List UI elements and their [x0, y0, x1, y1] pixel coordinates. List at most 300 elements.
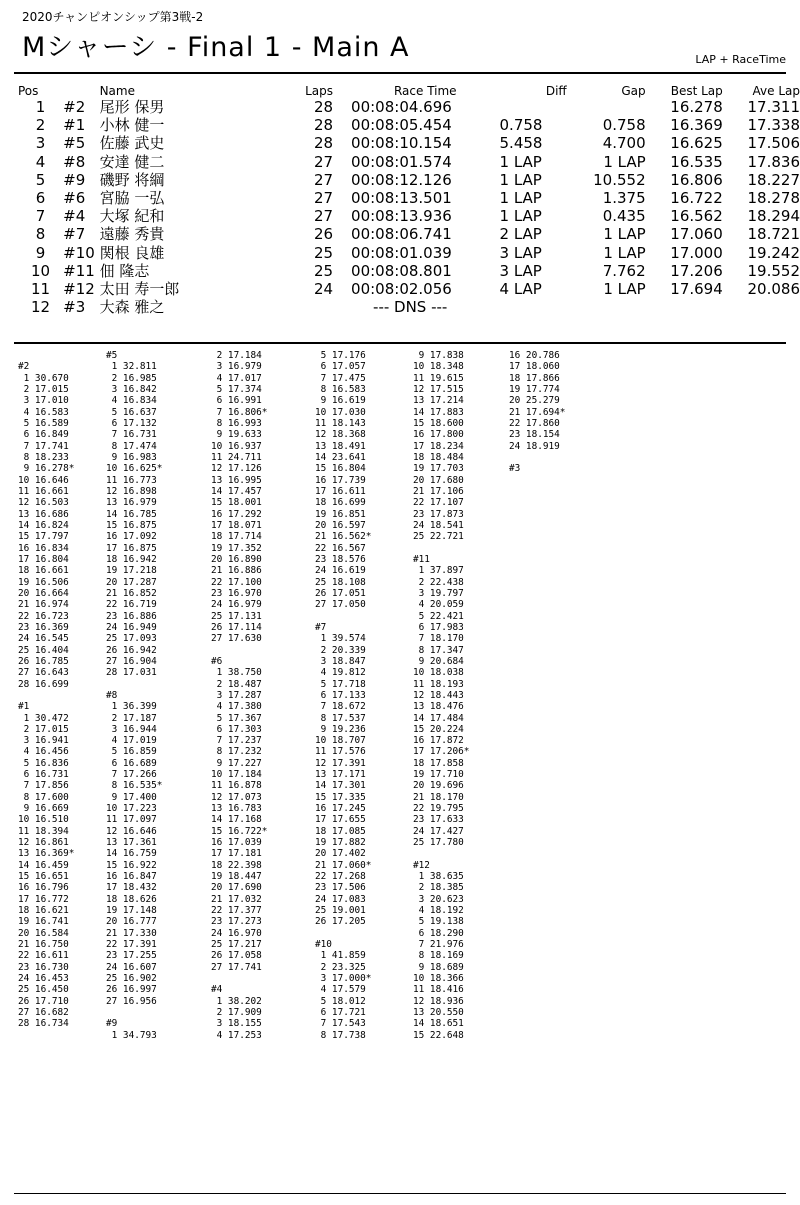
cell-driver-name: 遠藤 秀貴: [99, 225, 165, 244]
cell-laps: 26: [313, 225, 334, 244]
cell-gap: 4.700: [602, 134, 646, 153]
result-row: [18, 116, 800, 134]
cell-car-number: #7: [63, 225, 86, 244]
results-table: [18, 84, 800, 316]
lap-time-entry: 8 17.738: [315, 1029, 366, 1041]
cell-race-time: 00:08:02.056: [351, 279, 452, 298]
lap-time-entry: 1 41.859: [315, 950, 366, 962]
lap-time-entry: 6 17.303: [211, 723, 262, 735]
lap-time-entry: 11 16.878: [211, 780, 262, 792]
header-pos: Pos: [18, 84, 39, 98]
lap-time-entry: 19 16.741: [18, 916, 69, 928]
lap-time-entry: 15 16.804: [315, 463, 366, 475]
lap-car-label: #12: [413, 859, 430, 871]
header-no: [63, 84, 99, 98]
cell-pos: 2: [35, 116, 46, 135]
lap-time-entry: 7 21.976: [413, 939, 464, 951]
lap-time-entry: 6 16.689: [106, 757, 157, 769]
lap-time-entry: 22 17.391: [106, 939, 157, 951]
cell-gap: [567, 98, 646, 116]
lap-time-entry: 12 17.073: [211, 791, 262, 803]
cell-ave-lap: 18.721: [747, 225, 800, 244]
cell-laps: 25: [313, 243, 334, 262]
cell-driver-name: 安達 健二: [99, 152, 165, 171]
lap-time-entry: 13 17.361: [106, 837, 157, 849]
lap-time-entry: 9 17.400: [106, 791, 157, 803]
lap-time-entry: 11 18.416: [413, 984, 464, 996]
cell-ave-lap: 20.086: [747, 279, 800, 298]
lap-time-entry: 9 19.633: [211, 429, 262, 441]
lap-time-entry: 24 16.949: [106, 621, 157, 633]
cell-gap: 1 LAP: [603, 279, 646, 298]
lap-time-entry: 2 18.487: [211, 678, 262, 690]
lap-time-entry: 25 22.721: [413, 531, 464, 543]
lap-car-label: #5: [106, 350, 118, 361]
lap-time-entry: 9 16.983: [106, 451, 157, 463]
race-title: Mシャーシ - Final 1 - Main A: [22, 32, 410, 63]
lap-time-entry: 6 16.849: [18, 429, 69, 441]
middle-divider: [14, 342, 786, 344]
cell-driver-name: 関根 良雄: [99, 243, 165, 262]
lap-time-entry: 27 17.050: [315, 599, 366, 611]
result-row: [18, 171, 800, 189]
cell-car-number: #6: [63, 189, 86, 208]
cell-ave-lap: 19.242: [747, 243, 800, 262]
lap-time-entry: 25 16.902: [106, 973, 157, 985]
lap-time-entry: 20 16.597: [315, 519, 366, 531]
lap-time-entry: 7 18.170: [413, 633, 464, 645]
lap-time-entry: 7 17.266: [106, 769, 157, 781]
lap-time-entry: 1 34.793: [106, 1029, 157, 1041]
lap-time-entry: 14 16.785: [106, 508, 157, 520]
bottom-divider: [14, 1193, 786, 1194]
lap-time-entry: 10 18.348: [413, 361, 464, 373]
lap-time-entry: 2 17.909: [211, 1007, 262, 1019]
cell-best-lap: 16.722: [670, 189, 723, 208]
lap-time-entry: 15 16.922: [106, 859, 157, 871]
lap-time-entry: 20 17.690: [211, 882, 262, 894]
lap-time-entry: 23 17.273: [211, 916, 262, 928]
cell-car-number: #4: [63, 207, 86, 226]
lap-time-entry: 10 16.510: [18, 814, 69, 826]
lap-time-entry: 18 18.626: [106, 893, 157, 905]
cell-race-time: 00:08:13.501: [351, 189, 452, 208]
lap-time-entry: 1 36.399: [106, 701, 157, 713]
lap-column: [211, 350, 267, 1041]
lap-time-entry: 11 19.615: [413, 372, 464, 384]
cell-laps: 27: [313, 189, 334, 208]
lap-time-entry: 3 19.797: [413, 587, 464, 599]
lap-time-entry: 12 16.898: [106, 485, 157, 497]
cell-gap: 0.758: [602, 116, 646, 135]
lap-time-entry: 12 16.646: [106, 825, 157, 837]
lap-time-entry: 24 16.545: [18, 633, 69, 645]
lap-time-entry: 5 22.421: [413, 610, 464, 622]
result-row: [18, 189, 800, 207]
lap-time-entry: 3 20.623: [413, 893, 464, 905]
lap-time-entry: 25 17.217: [211, 939, 262, 951]
lap-time-entry: 11 18.193: [413, 678, 464, 690]
lap-time-entry: 3 17.010: [18, 395, 69, 407]
lap-time-entry: 18 17.714: [211, 531, 262, 543]
lap-time-entry: 3 17.000*: [315, 973, 372, 985]
lap-time-entry: [18, 350, 74, 361]
cell-pos: 10: [31, 261, 51, 280]
lap-time-entry: 13 16.686: [18, 508, 69, 520]
lap-time-entry: 6 18.290: [413, 927, 464, 939]
lap-time-entry: 20 16.777: [106, 916, 157, 928]
lap-time-entry: 21 16.852: [106, 587, 157, 599]
lap-time-entry: 18 16.699: [315, 497, 366, 509]
cell-laps: 27: [313, 207, 334, 226]
header-best-lap: Best Lap: [670, 84, 723, 98]
lap-time-entry: 17 18.234: [413, 440, 464, 452]
lap-time-entry: 21 16.886: [211, 565, 262, 577]
lap-time-entry: 17 18.432: [106, 882, 157, 894]
top-divider: [14, 72, 786, 74]
lap-time-entry: 18 17.858: [413, 757, 464, 769]
lap-time-entry: 21 18.170: [413, 791, 464, 803]
lap-time-entry: [106, 679, 162, 690]
header-ave-lap: Ave Lap: [752, 84, 800, 98]
lap-time-entry: 5 17.176: [315, 350, 366, 361]
lap-time-entry: 2 16.985: [106, 372, 157, 384]
cell-best-lap: 16.535: [670, 152, 723, 171]
lap-time-entry: 4 17.017: [211, 372, 262, 384]
lap-time-entry: 23 18.576: [315, 553, 366, 565]
lap-time-entry: [315, 611, 371, 622]
lap-time-entry: 23 17.873: [413, 508, 464, 520]
lap-time-entry: 14 17.168: [211, 814, 262, 826]
lap-time-entry: 2 18.385: [413, 882, 464, 894]
lap-car-label: #6: [211, 655, 223, 667]
lap-time-entry: 16 16.796: [18, 882, 69, 894]
lap-time-entry: 14 17.883: [413, 406, 464, 418]
lap-time-entry: 22 17.100: [211, 576, 262, 588]
lap-time-entry: [211, 973, 267, 984]
cell-race-time: 00:08:12.126: [351, 170, 452, 189]
lap-time-entry: 15 18.600: [413, 417, 464, 429]
cell-driver-name: 佃 隆志: [99, 261, 150, 280]
cell-car-number: #9: [63, 170, 86, 189]
cell-race-time: 00:08:04.696: [351, 98, 452, 117]
cell-driver-name: 大塚 紀和: [99, 207, 165, 226]
lap-time-entry: 4 18.192: [413, 905, 464, 917]
lap-time-entry: 11 17.097: [106, 814, 157, 826]
lap-time-entry: 24 16.607: [106, 961, 157, 973]
cell-ave-lap: 18.294: [747, 207, 800, 226]
lap-time-entry: [413, 543, 469, 554]
cell-race-time: 00:08:06.741: [351, 225, 452, 244]
cell-diff: 1 LAP: [499, 152, 542, 171]
lap-time-entry: 6 17.057: [315, 361, 366, 373]
lap-time-entry: 12 18.936: [413, 995, 464, 1007]
lap-time-entry: 9 18.689: [413, 961, 464, 973]
cell-driver-name: 宮脇 一弘: [99, 189, 165, 208]
lap-time-entry: 23 16.369: [18, 621, 69, 633]
cell-ave-lap: 17.836: [747, 152, 800, 171]
lap-time-entry: 25 17.780: [413, 837, 464, 849]
lap-time-entry: 19 16.851: [315, 508, 366, 520]
lap-time-entry: 25 19.001: [315, 905, 366, 917]
lap-time-entry: 17 16.611: [315, 485, 366, 497]
lap-time-entry: 16 17.739: [315, 474, 366, 486]
cell-diff: 3 LAP: [499, 243, 542, 262]
lap-time-entry: 4 20.059: [413, 599, 464, 611]
cell-car-number: #10: [63, 243, 95, 262]
lap-time-entry: 20 16.584: [18, 927, 69, 939]
lap-time-entry: 22 16.719: [106, 599, 157, 611]
result-row: [18, 298, 800, 316]
lap-time-entry: 17 18.071: [211, 519, 262, 531]
lap-time-entry: 27 16.956: [106, 995, 157, 1007]
cell-race-time: 00:08:08.801: [351, 261, 452, 280]
lap-car-label: #11: [413, 553, 430, 565]
lap-time-entry: 9 19.236: [315, 723, 366, 735]
lap-time-entry: 10 17.184: [211, 769, 262, 781]
lap-time-entry: 5 16.836: [18, 757, 69, 769]
lap-time-entry: 15 16.651: [18, 871, 69, 883]
cell-race-time: 00:08:10.154: [351, 134, 452, 153]
cell-driver-name: 大森 雅之: [99, 298, 165, 317]
lap-time-entry: 17 16.875: [106, 542, 157, 554]
lap-time-entry: 21 17.330: [106, 927, 157, 939]
lap-time-entry: 16 17.092: [106, 531, 157, 543]
lap-time-entry: 4 17.380: [211, 701, 262, 713]
lap-time-entry: 22 17.268: [315, 871, 366, 883]
lap-time-entry: 11 18.143: [315, 417, 366, 429]
lap-time-entry: 16 17.245: [315, 803, 366, 815]
lap-car-label: #2: [18, 361, 30, 373]
lap-time-entry: 17 17.655: [315, 814, 366, 826]
lap-time-entry: 19 17.774: [509, 383, 560, 395]
lap-time-entry: 24 18.919: [509, 440, 560, 452]
lap-time-entry: 2 20.339: [315, 644, 366, 656]
lap-time-entry: 3 16.979: [211, 361, 262, 373]
cell-gap: 7.762: [602, 261, 646, 280]
lap-time-entry: 7 17.856: [18, 780, 69, 792]
lap-time-entry: 21 17.694*: [509, 406, 566, 418]
lap-time-entry: 6 16.731: [18, 769, 69, 781]
lap-time-entry: 7 17.543: [315, 1018, 366, 1030]
lap-time-entry: 8 18.233: [18, 451, 69, 463]
results-header-row: [18, 84, 800, 98]
lap-time-entry: 10 17.030: [315, 406, 366, 418]
cell-race-time: 00:08:13.936: [351, 207, 452, 226]
lap-time-entry: 2 17.184: [211, 350, 262, 361]
lap-time-entry: 14 16.759: [106, 848, 157, 860]
lap-time-entry: 10 16.646: [18, 474, 69, 486]
lap-time-entry: 7 17.741: [18, 440, 69, 452]
lap-time-entry: 16 17.872: [413, 735, 464, 747]
lap-column: [18, 350, 74, 1030]
cell-best-lap: 16.562: [670, 207, 723, 226]
lap-time-entry: 15 18.001: [211, 497, 262, 509]
cell-race-time: --- DNS ---: [373, 298, 448, 317]
result-row: [18, 134, 800, 152]
cell-best-lap: 17.206: [670, 261, 723, 280]
lap-time-entry: 21 17.106: [413, 485, 464, 497]
lap-note: LAP + RaceTime: [695, 53, 786, 66]
lap-time-entry: 12 17.391: [315, 757, 366, 769]
lap-time-entry: 2 17.015: [18, 723, 69, 735]
lap-time-entry: 8 17.537: [315, 712, 366, 724]
lap-time-entry: 24 16.979: [211, 599, 262, 611]
header-diff: Diff: [545, 84, 567, 98]
cell-best-lap: 17.694: [670, 279, 723, 298]
lap-time-entry: 24 16.970: [211, 927, 262, 939]
lap-time-entry: 17 17.206*: [413, 746, 470, 758]
lap-time-entry: 27 16.643: [18, 667, 69, 679]
header-laps: Laps: [305, 84, 334, 98]
lap-time-entry: 21 16.974: [18, 599, 69, 611]
lap-car-label: #8: [106, 689, 118, 701]
lap-time-entry: 10 18.707: [315, 735, 366, 747]
lap-time-entry: 14 17.301: [315, 780, 366, 792]
lap-time-entry: 11 18.394: [18, 825, 69, 837]
lap-time-entry: 15 16.722*: [211, 825, 268, 837]
cell-diff: [500, 98, 567, 116]
lap-time-entry: 8 17.474: [106, 440, 157, 452]
cell-gap: 1 LAP: [603, 152, 646, 171]
lap-time-entry: 19 17.882: [315, 837, 366, 849]
lap-time-entry: 18 16.942: [106, 553, 157, 565]
result-row: [18, 153, 800, 171]
lap-time-entry: [413, 848, 469, 859]
lap-time-entry: 4 16.456: [18, 746, 69, 758]
cell-ave-lap: 17.338: [747, 116, 800, 135]
lap-time-entry: 14 18.651: [413, 1018, 464, 1030]
lap-time-entry: 21 17.060*: [315, 859, 372, 871]
cell-gap: 1 LAP: [603, 243, 646, 262]
lap-time-entry: 5 16.589: [18, 417, 69, 429]
cell-laps: 25: [313, 261, 334, 280]
cell-car-number: #3: [63, 298, 86, 317]
lap-time-entry: 9 20.684: [413, 655, 464, 667]
lap-time-entry: 13 18.491: [315, 440, 366, 452]
lap-time-entry: 1 32.811: [106, 361, 157, 373]
lap-time-entry: 6 16.991: [211, 395, 262, 407]
lap-time-entry: 26 17.710: [18, 995, 69, 1007]
cell-laps: [287, 298, 351, 316]
lap-time-entry: 17 17.181: [211, 848, 262, 860]
lap-time-entry: 27 16.682: [18, 1007, 69, 1019]
lap-time-entry: 8 16.583: [315, 383, 366, 395]
lap-time-entry: 14 16.459: [18, 859, 69, 871]
lap-time-entry: 1 30.472: [18, 712, 69, 724]
lap-time-entry: 8 17.232: [211, 746, 262, 758]
lap-car-label: #3: [509, 463, 521, 475]
lap-time-entry: 21 16.562*: [315, 531, 372, 543]
lap-time-entry: 26 16.997: [106, 984, 157, 996]
cell-driver-name: 太田 寿一郎: [99, 279, 180, 298]
cell-car-number: #12: [63, 279, 95, 298]
lap-time-entry: 21 16.750: [18, 939, 69, 951]
lap-time-entry: 19 17.703: [413, 463, 464, 475]
lap-time-entry: 4 17.579: [315, 984, 366, 996]
lap-column: [315, 350, 371, 1041]
event-name: 2020チャンピオンシップ第3戦-2: [22, 10, 204, 24]
lap-time-entry: 4 16.834: [106, 395, 157, 407]
lap-time-entry: [106, 1007, 162, 1018]
cell-race-time: 00:08:05.454: [351, 116, 452, 135]
lap-time-entry: 8 18.169: [413, 950, 464, 962]
lap-time-entry: 10 18.038: [413, 667, 464, 679]
lap-time-entry: 6 17.132: [106, 417, 157, 429]
lap-time-entry: 12 18.368: [315, 429, 366, 441]
lap-time-entry: 9 16.619: [315, 395, 366, 407]
lap-time-entry: 24 18.541: [413, 519, 464, 531]
lap-time-entry: 20 16.664: [18, 587, 69, 599]
lap-time-entry: 15 20.224: [413, 723, 464, 735]
lap-time-entry: 14 17.484: [413, 712, 464, 724]
lap-time-entry: 10 18.366: [413, 973, 464, 985]
lap-time-entry: 11 17.576: [315, 746, 366, 758]
lap-time-entry: 9 17.227: [211, 757, 262, 769]
cell-driver-name: 磯野 将綱: [99, 170, 165, 189]
lap-time-entry: 5 16.637: [106, 406, 157, 418]
lap-time-entry: 17 16.772: [18, 893, 69, 905]
lap-time-entry: 1 38.750: [211, 667, 262, 679]
lap-time-entry: 14 23.641: [315, 451, 366, 463]
lap-time-entry: 5 16.859: [106, 746, 157, 758]
lap-time-entry: 23 17.633: [413, 814, 464, 826]
lap-time-entry: 26 16.785: [18, 655, 69, 667]
lap-time-entry: 23 17.255: [106, 950, 157, 962]
lap-time-entry: 13 16.995: [211, 474, 262, 486]
lap-time-entry: 16 16.847: [106, 871, 157, 883]
cell-driver-name: 小林 健一: [99, 116, 165, 135]
lap-time-entry: 26 17.051: [315, 587, 366, 599]
lap-time-entry: 5 18.012: [315, 995, 366, 1007]
lap-time-entry: 1 30.670: [18, 372, 69, 384]
lap-time-entry: 23 17.506: [315, 882, 366, 894]
lap-time-entry: 18 16.621: [18, 905, 69, 917]
lap-time-entry: 6 17.133: [315, 689, 366, 701]
lap-time-entry: 16 16.834: [18, 542, 69, 554]
cell-diff: 3 LAP: [499, 261, 542, 280]
lap-time-entry: 19 16.506: [18, 576, 69, 588]
lap-time-entry: 27 17.630: [211, 633, 262, 645]
lap-time-entry: 24 17.083: [315, 893, 366, 905]
lap-time-entry: 4 17.253: [211, 1029, 262, 1041]
lap-time-entry: 2 22.438: [413, 576, 464, 588]
lap-time-entry: 8 16.993: [211, 417, 262, 429]
result-row: [18, 98, 800, 116]
cell-pos: 8: [35, 225, 46, 244]
lap-column: [509, 350, 565, 475]
lap-time-entry: [315, 928, 371, 939]
lap-time-entry: 12 18.443: [413, 689, 464, 701]
lap-time-entry: 11 16.773: [106, 474, 157, 486]
lap-time-entry: 19 18.447: [211, 871, 262, 883]
lap-time-entry: [509, 452, 565, 463]
cell-laps: 27: [313, 170, 334, 189]
header-name: Name: [99, 84, 135, 98]
result-row: [18, 207, 800, 225]
cell-diff: 5.458: [499, 134, 543, 153]
lap-time-entry: 5 19.138: [413, 916, 464, 928]
lap-column: [413, 350, 469, 1041]
cell-best-lap: 16.369: [670, 116, 723, 135]
cell-race-time: 00:08:01.574: [351, 152, 452, 171]
lap-time-entry: 19 17.710: [413, 769, 464, 781]
lap-time-entry: 22 17.377: [211, 905, 262, 917]
lap-time-entry: 24 17.427: [413, 825, 464, 837]
lap-time-entry: 7 16.806*: [211, 406, 268, 418]
lap-time-entry: 3 18.155: [211, 1018, 262, 1030]
lap-time-entry: 22 16.723: [18, 610, 69, 622]
